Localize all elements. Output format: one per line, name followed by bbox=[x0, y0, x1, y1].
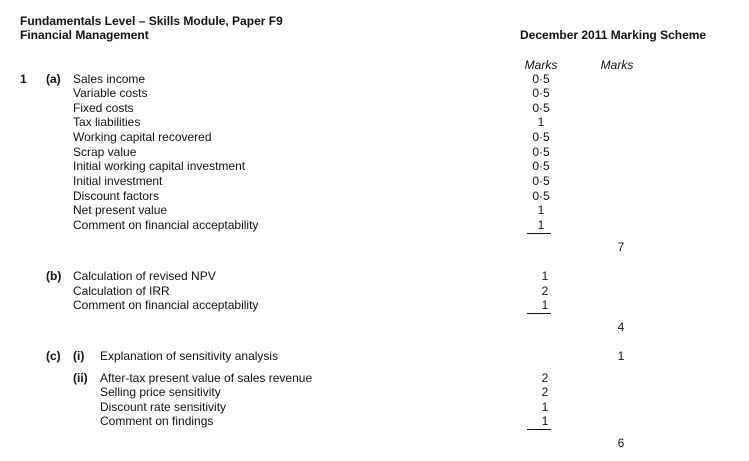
item-mark: 0·5 bbox=[532, 189, 550, 203]
list-item: Fixed costs bbox=[73, 101, 134, 115]
list-item: Net present value bbox=[73, 203, 168, 217]
list-item: Variable costs bbox=[73, 86, 148, 100]
list-item: Calculation of revised NPV bbox=[73, 269, 216, 283]
list-item: Tax liabilities bbox=[73, 115, 141, 129]
item-mark: 1 bbox=[541, 414, 549, 428]
item-mark: 1 bbox=[541, 298, 549, 312]
question-number: 1 bbox=[20, 72, 27, 86]
part-c-i-total: 1 bbox=[617, 349, 625, 363]
item-mark: 2 bbox=[541, 284, 549, 298]
list-item: Initial working capital investment bbox=[73, 159, 246, 173]
part-c-i-text: Explanation of sensitivity analysis bbox=[100, 349, 279, 363]
list-item: Comment on financial acceptability bbox=[73, 218, 259, 232]
item-mark: 2 bbox=[541, 371, 549, 385]
part-b-label: (b) bbox=[46, 269, 62, 283]
subtotal-rule bbox=[527, 233, 551, 234]
list-item: Comment on findings bbox=[100, 414, 214, 428]
paper-title: Fundamentals Level – Skills Module, Paper F9 bbox=[20, 14, 283, 28]
item-mark: 0·5 bbox=[532, 101, 550, 115]
marking-scheme-title: December 2011 Marking Scheme bbox=[520, 28, 707, 42]
list-item: Comment on financial acceptability bbox=[73, 298, 259, 312]
part-c-i-label: (i) bbox=[73, 349, 85, 363]
subtotal-rule bbox=[527, 313, 551, 314]
list-item: Selling price sensitivity bbox=[100, 385, 221, 399]
part-b-total: 4 bbox=[617, 320, 625, 334]
part-c-ii-total: 6 bbox=[617, 436, 625, 450]
list-item: Sales income bbox=[73, 72, 146, 86]
item-mark: 1 bbox=[537, 203, 545, 217]
item-mark: 2 bbox=[541, 385, 549, 399]
list-item: After-tax present value of sales revenue bbox=[100, 371, 313, 385]
marks-column-heading: Marks bbox=[524, 58, 558, 72]
item-mark: 1 bbox=[537, 115, 545, 129]
item-mark: 1 bbox=[541, 400, 549, 414]
list-item: Discount rate sensitivity bbox=[100, 400, 227, 414]
item-mark: 0·5 bbox=[532, 72, 550, 86]
list-item: Scrap value bbox=[73, 145, 137, 159]
item-mark: 0·5 bbox=[532, 130, 550, 144]
list-item: Discount factors bbox=[73, 189, 160, 203]
list-item: Calculation of IRR bbox=[73, 284, 170, 298]
item-mark: 0·5 bbox=[532, 86, 550, 100]
marks-total-column-heading: Marks bbox=[600, 58, 634, 72]
part-a-label: (a) bbox=[46, 72, 61, 86]
list-item: Working capital recovered bbox=[73, 130, 212, 144]
paper-subtitle: Financial Management bbox=[20, 28, 149, 42]
list-item: Initial investment bbox=[73, 174, 163, 188]
part-a-total: 7 bbox=[617, 240, 625, 254]
item-mark: 0·5 bbox=[532, 174, 550, 188]
item-mark: 1 bbox=[537, 218, 545, 232]
part-c-label: (c) bbox=[46, 349, 61, 363]
item-mark: 0·5 bbox=[532, 159, 550, 173]
item-mark: 1 bbox=[541, 269, 549, 283]
subtotal-rule bbox=[527, 429, 551, 430]
item-mark: 0·5 bbox=[532, 145, 550, 159]
part-c-ii-label: (ii) bbox=[73, 371, 88, 385]
